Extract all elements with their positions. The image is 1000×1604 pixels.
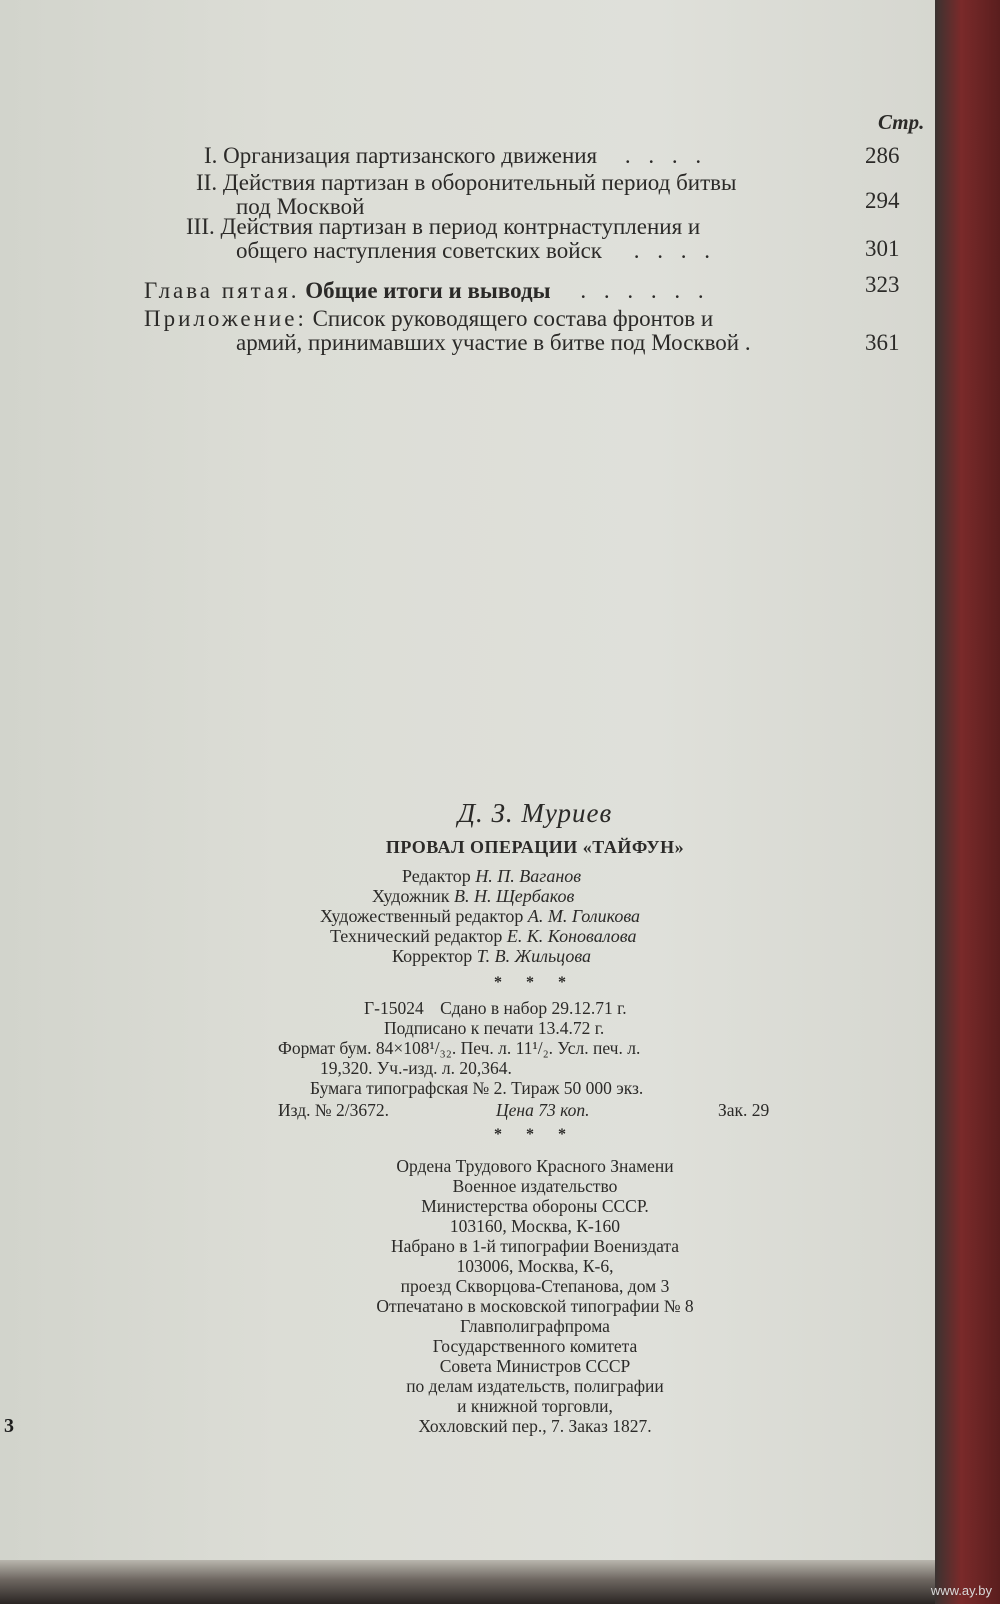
toc-entry-1: I. Организация партизанского движения . . . . (204, 143, 708, 168)
toc-page-number: 361 (865, 330, 900, 355)
publisher-line: и книжной торговли, (457, 1396, 613, 1416)
publisher-line: 103160, Москва, К-160 (449, 1216, 621, 1236)
publisher-line: Главполиграфпрома (460, 1316, 610, 1336)
toc-page-number: 294 (865, 188, 900, 213)
publisher-line: Отпечатано в московской типографии № 8 (376, 1296, 694, 1316)
toc-entry-appendix: Приложение: Список руководящего состава фронтов и (144, 306, 714, 331)
credit-proofreader: Корректор Т. В. Жильцова (392, 946, 592, 966)
credit-editor: Редактор Н. П. Ваганов (402, 866, 582, 886)
publisher-line: Ордена Трудового Красного Знамени (396, 1156, 674, 1176)
book-title: ПРОВАЛ ОПЕРАЦИИ «ТАЙФУН» (385, 837, 685, 857)
publisher-line: по делам издательств, полиграфии (406, 1376, 664, 1396)
book-bottom-edge (0, 1560, 935, 1604)
publisher-line: Военное издательство (452, 1176, 618, 1196)
toc-entry-2: II. Действия партизан в оборонительный период битвы (196, 170, 737, 195)
toc-page-number: 323 (865, 272, 900, 297)
toc-entry-chapter-5: Глава пятая. Общие итоги и выводы . . . . . . (144, 278, 710, 303)
imprint-line: 19,320. Уч.-изд. л. 20,364. (320, 1058, 512, 1078)
page-column-label: Стр. (878, 110, 925, 134)
toc-entry-3: III. Действия партизан в период контрнаступления и (186, 214, 701, 239)
imprint-line: Формат бум. 84×108¹/₃₂. Печ. л. 11¹/₂. Усл. печ. л. (278, 1038, 641, 1058)
imprint-line: Подписано к печати 13.4.72 г. (384, 1018, 605, 1038)
credit-art-editor: Художественный редактор А. М. Голикова (320, 906, 641, 926)
publisher-line: проезд Скворцова-Степанова, дом 3 (400, 1276, 670, 1296)
watermark: www.ay.by (930, 1583, 992, 1598)
publisher-line: Хохловский пер., 7. Заказ 1827. (418, 1416, 652, 1436)
imprint-line: Г-15024 Сдано в набор 29.12.71 г. (364, 998, 627, 1018)
toc-entry-appendix-continued: армий, принимавших участие в битве под Москвой . (236, 330, 751, 355)
publisher-line: 103006, Москва, К-6, (456, 1256, 614, 1276)
toc-page-number: 286 (865, 143, 900, 168)
publisher-line: Набрано в 1-й типографии Воениздата (390, 1236, 680, 1256)
toc-entry-3-continued: общего наступления советских войск . . . . (236, 238, 716, 263)
publisher-line: Министерства обороны СССР. (421, 1196, 649, 1216)
credit-artist: Художник В. Н. Щербаков (372, 886, 575, 906)
toc-page-number: 301 (865, 236, 900, 261)
separator-stars: * * * (494, 974, 576, 991)
credit-technical-editor: Технический редактор Е. К. Коновалова (330, 926, 637, 946)
publisher-line: Совета Министров СССР (439, 1356, 631, 1376)
author-name: Д. З. Муриев (457, 798, 613, 828)
margin-mark: 3 (4, 1415, 14, 1437)
publisher-line: Государственного комитета (432, 1336, 638, 1356)
separator-stars: * * * (494, 1126, 576, 1143)
toc-entry-2-continued: под Москвой (236, 194, 365, 219)
imprint-line: Бумага типографская № 2. Тираж 50 000 экз. (310, 1078, 644, 1098)
imprint-order-line: Изд. № 2/3672. Цена 73 коп. Зак. 29 (278, 1100, 770, 1120)
